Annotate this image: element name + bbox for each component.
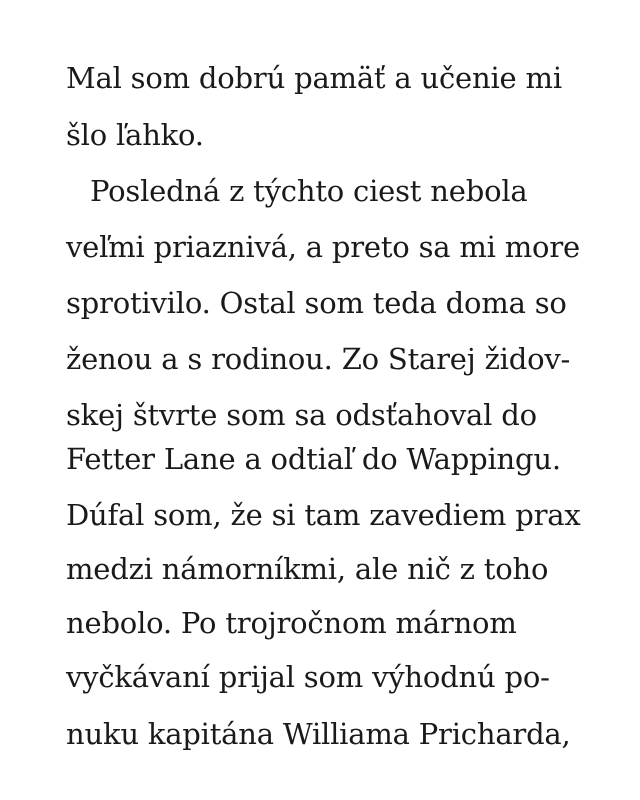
- text-line: Dúfal som, že si tam zavediem prax: [66, 498, 581, 532]
- text-line: skej štvrte som sa odsťahoval do: [66, 398, 537, 432]
- text-line: ženou a s rodinou. Zo Starej židov-: [66, 342, 571, 376]
- text-line: nuku kapitána Williama Pricharda,: [66, 717, 571, 751]
- text-line: sprotivilo. Ostal som teda doma so: [66, 286, 567, 320]
- text-line: Fetter Lane a odtiaľ do Wappingu.: [66, 442, 561, 476]
- text-line: vyčkávaní prijal som výhodnú po-: [66, 660, 550, 694]
- text-line: nebolo. Po trojročnom márnom: [66, 606, 517, 640]
- text-line: šlo ľahko.: [66, 118, 204, 152]
- text-line: medzi námorníkmi, ale nič z toho: [66, 552, 549, 586]
- paragraph-first-line: Posledná z týchto ciest nebola: [90, 174, 528, 208]
- text-line: Mal som dobrú pamäť a učenie mi: [66, 61, 562, 95]
- text-line: veľmi priaznivá, a preto sa mi more: [66, 230, 580, 264]
